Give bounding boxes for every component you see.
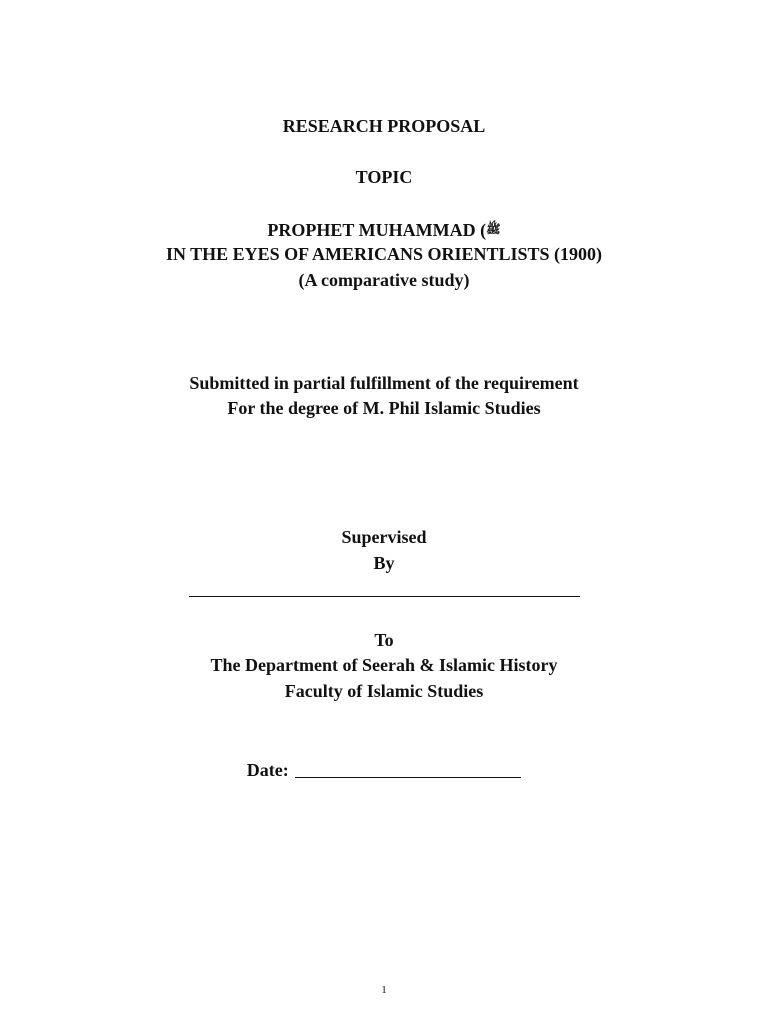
supervised-label: Supervised	[341, 527, 427, 547]
topic-label: TOPIC	[355, 167, 413, 187]
supervisor-blank-line	[189, 596, 580, 597]
date-line	[0, 758, 768, 782]
by-label: By	[373, 553, 395, 573]
submission-line-1: Submitted in partial fulfillment of the requirement	[189, 373, 579, 393]
submission-line-2: For the degree of M. Phil Islamic Studies	[227, 398, 541, 418]
document-title: RESEARCH PROPOSAL	[282, 116, 486, 136]
topic-line-3: (A comparative study)	[298, 270, 470, 290]
honorific-glyph: ﷺ	[486, 222, 501, 236]
topic-line-1	[0, 217, 768, 242]
to-label: To	[374, 630, 394, 650]
topic-line-1-text: PROPHET MUHAMMAD (	[267, 220, 487, 240]
topic-line-2: IN THE EYES OF AMERICANS ORIENTLISTS (1900)	[165, 244, 603, 264]
date-label: Date:	[246, 760, 289, 780]
page-number: 1	[381, 984, 387, 996]
faculty-name: Faculty of Islamic Studies	[284, 681, 484, 701]
date-blank-line	[295, 759, 521, 778]
department-name: The Department of Seerah & Islamic History	[210, 655, 558, 675]
